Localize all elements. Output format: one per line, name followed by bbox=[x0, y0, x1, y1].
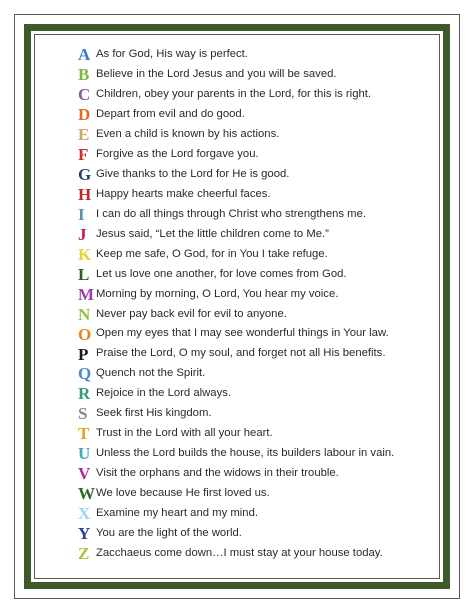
verse-text: Never pay back evil for evil to anyone. bbox=[96, 307, 287, 320]
verse-text: I can do all things through Christ who strengthens me. bbox=[96, 207, 367, 220]
verse-letter: H bbox=[78, 185, 92, 205]
verse-row bbox=[78, 543, 438, 563]
verse-row bbox=[78, 384, 438, 404]
verse-letter: K bbox=[78, 244, 92, 264]
verse-text: Unless the Lord builds the house, its builders labour in vain. bbox=[96, 447, 395, 460]
verse-letter: J bbox=[78, 224, 87, 244]
verse-row bbox=[78, 165, 438, 185]
verse-row bbox=[78, 284, 438, 304]
verse-text: Open my eyes that I may see wonderful things in Your law. bbox=[96, 327, 389, 340]
alphabet-verse-list bbox=[78, 45, 438, 563]
verse-text: We love because He first loved us. bbox=[96, 486, 270, 499]
verse-row bbox=[78, 524, 438, 544]
verse-letter: V bbox=[78, 464, 91, 484]
verse-text: Seek first His kingdom. bbox=[96, 407, 212, 420]
verse-letter: C bbox=[78, 85, 91, 105]
verse-text: Give thanks to the Lord for He is good. bbox=[96, 167, 290, 180]
verse-row bbox=[78, 85, 438, 105]
verse-row bbox=[78, 364, 438, 384]
verse-text: Forgive as the Lord forgave you. bbox=[96, 148, 259, 160]
verse-letter: G bbox=[78, 165, 92, 185]
verse-letter: O bbox=[78, 324, 92, 344]
verse-letter: I bbox=[78, 204, 85, 224]
verse-text: Believe in the Lord Jesus and you will be saved. bbox=[96, 68, 337, 81]
verse-text: Zacchaeus come down…I must stay at your house today. bbox=[96, 546, 383, 559]
verse-letter: M bbox=[78, 284, 95, 304]
verse-letter: N bbox=[78, 304, 91, 324]
verse-text: As for God, His way is perfect. bbox=[96, 48, 248, 61]
verse-text: Trust in the Lord with all your heart. bbox=[96, 427, 273, 440]
verse-row bbox=[78, 504, 438, 524]
verse-row bbox=[78, 464, 438, 484]
verse-row bbox=[78, 264, 438, 284]
verse-row bbox=[78, 304, 438, 324]
verse-letter: R bbox=[78, 384, 91, 404]
verse-letter: U bbox=[78, 444, 91, 464]
verse-text: Even a child is known by his actions. bbox=[96, 128, 280, 141]
verse-letter: L bbox=[78, 264, 90, 284]
verse-letter: Y bbox=[78, 523, 91, 543]
verse-row bbox=[78, 344, 438, 364]
verse-letter: E bbox=[78, 125, 90, 145]
verse-row bbox=[78, 105, 438, 125]
verse-letter: P bbox=[78, 344, 89, 364]
verse-text: Examine my heart and my mind. bbox=[96, 506, 258, 519]
verse-text: Morning by morning, O Lord, You hear my voice. bbox=[96, 287, 339, 300]
verse-row bbox=[78, 324, 438, 344]
verse-row bbox=[78, 65, 438, 85]
verse-row bbox=[78, 45, 438, 65]
verse-text: Visit the orphans and the widows in their trouble. bbox=[96, 467, 339, 479]
verse-letter: F bbox=[78, 145, 89, 165]
verse-row bbox=[78, 424, 438, 444]
verse-row bbox=[78, 145, 438, 165]
verse-letter: Q bbox=[78, 364, 92, 384]
verse-text: Depart from evil and do good. bbox=[96, 108, 245, 121]
verse-row bbox=[78, 205, 438, 225]
verse-letter: X bbox=[78, 504, 91, 524]
verse-text: Let us love one another, for love comes from God. bbox=[96, 267, 347, 280]
verse-row bbox=[78, 444, 438, 464]
verse-text: Keep me safe, O God, for in You I take refuge. bbox=[96, 247, 328, 260]
verse-row bbox=[78, 244, 438, 264]
verse-text: Quench not the Spirit. bbox=[96, 367, 206, 380]
verse-letter: A bbox=[78, 45, 91, 65]
verse-letter: D bbox=[78, 105, 91, 125]
verse-row bbox=[78, 404, 438, 424]
verse-text: Jesus said, “Let the little children come to Me.” bbox=[96, 227, 329, 240]
verse-letter: B bbox=[78, 65, 90, 85]
verse-letter: Z bbox=[78, 543, 90, 563]
verse-letter: W bbox=[78, 484, 95, 504]
verse-text: Rejoice in the Lord always. bbox=[96, 387, 232, 400]
verse-letter: S bbox=[78, 404, 88, 424]
verse-row bbox=[78, 185, 438, 205]
verse-text: Praise the Lord, O my soul, and forget not all His benefits. bbox=[96, 347, 386, 360]
verse-row bbox=[78, 484, 438, 504]
verse-text: Happy hearts make cheerful faces. bbox=[96, 187, 271, 200]
verse-row bbox=[78, 224, 438, 244]
verse-text: You are the light of the world. bbox=[96, 526, 242, 539]
verse-text: Children, obey your parents in the Lord, for this is right. bbox=[96, 88, 372, 101]
verse-letter: T bbox=[78, 424, 90, 444]
verse-row bbox=[78, 125, 438, 145]
